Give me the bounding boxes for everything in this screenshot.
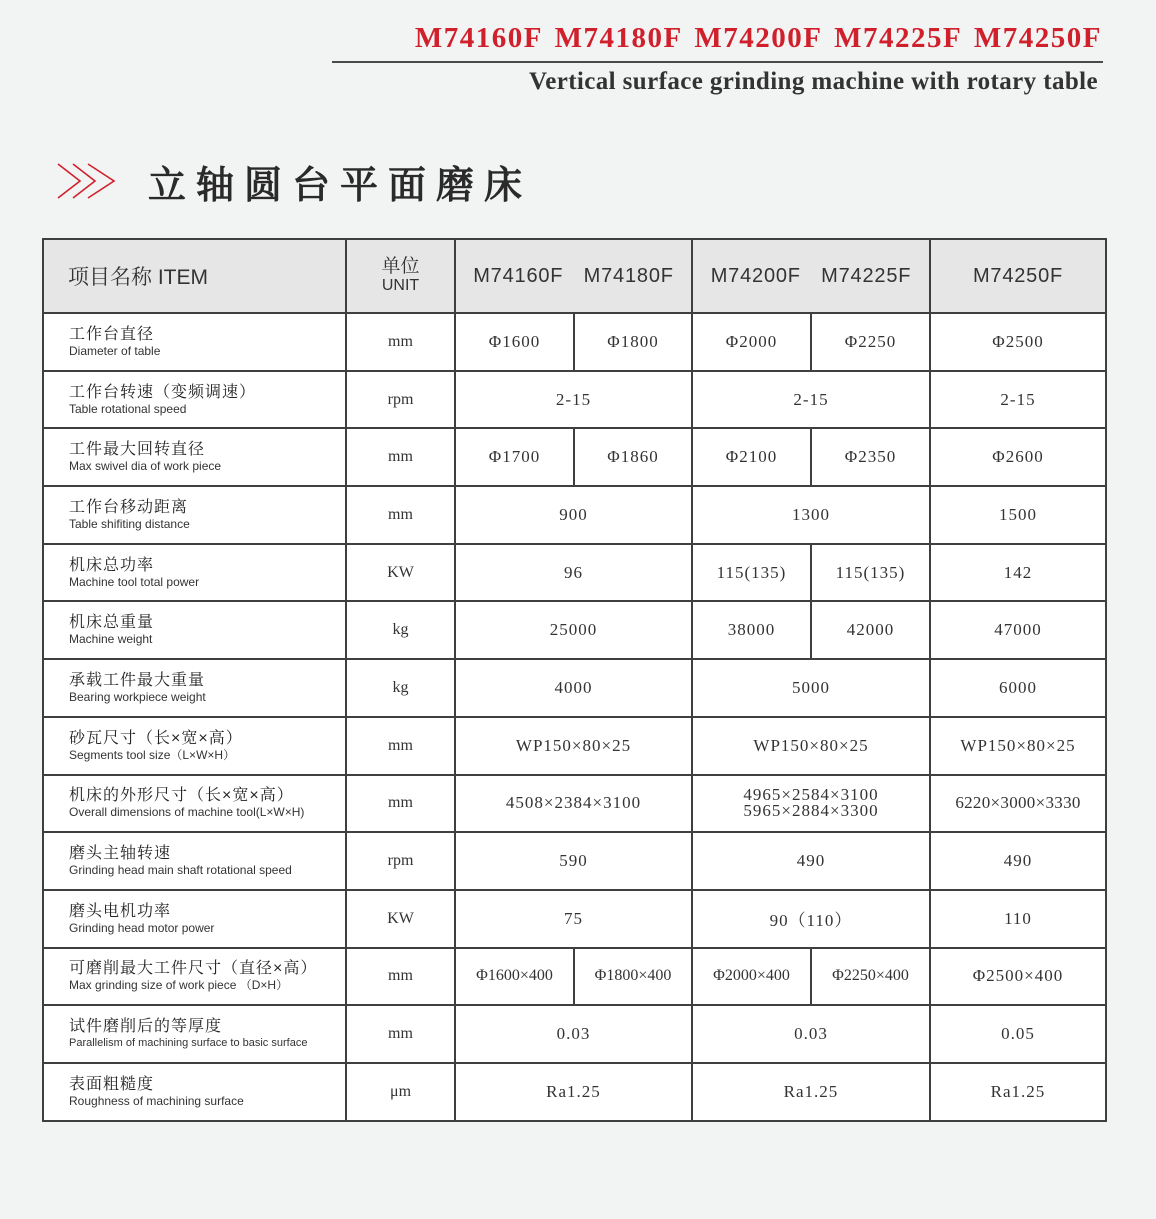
value-cell: Φ2600 [930, 428, 1106, 486]
value-cell: Ra1.25 [455, 1063, 692, 1121]
item-zh: 承载工件最大重量 [69, 671, 206, 689]
table-row [43, 775, 1106, 833]
value-cell: 0.03 [455, 1005, 692, 1063]
value-cell: 4508×2384×3100 [455, 775, 692, 833]
title-divider [332, 61, 1103, 63]
item-en: Table shifiting distance [69, 516, 190, 531]
value-cell: Φ2250×400 [811, 948, 930, 1006]
item-en: Segments tool size（L×W×H） [69, 747, 236, 762]
item-cell [43, 1063, 346, 1121]
section-title: 立轴圆台平面磨床 [148, 161, 533, 207]
header-model-group-2: M74200F M74225F [692, 239, 930, 313]
value-cell: 0.05 [930, 1005, 1106, 1063]
table-row [43, 544, 1106, 602]
table-row [43, 890, 1106, 948]
value-cell: WP150×80×25 [930, 717, 1106, 775]
value-cell: 115(135) [692, 544, 811, 602]
value-cell: 2-15 [930, 371, 1106, 429]
triple-chevron-right-icon [56, 161, 118, 201]
value-cell: 6220×3000×3330 [930, 775, 1106, 833]
unit-cell: μm [346, 1063, 455, 1121]
table-row [43, 1005, 1106, 1063]
header-item: 项目名称 ITEM [43, 239, 346, 313]
item-en: Max swivel dia of work piece [69, 459, 222, 474]
value-cell: 900 [455, 486, 692, 544]
value-cell: 2-15 [692, 371, 930, 429]
item-cell [43, 371, 346, 429]
value-cell: 490 [930, 832, 1106, 890]
value-cell: Φ1600 [455, 313, 574, 371]
models-title: M74160F M74180F M74200F M74225F M74250F [414, 22, 1102, 54]
item-en: Roughness of machining surface [69, 1093, 244, 1108]
item-cell [43, 601, 346, 659]
item-cell [43, 313, 346, 371]
value-cell: Φ1800×400 [574, 948, 692, 1006]
item-zh: 试件磨削后的等厚度 [69, 1018, 223, 1036]
value-cell: Φ2000×400 [692, 948, 811, 1006]
unit-cell: KW [346, 890, 455, 948]
value-cell: 110 [930, 890, 1106, 948]
value-cell: WP150×80×25 [455, 717, 692, 775]
table-row [43, 659, 1106, 717]
header-unit [346, 239, 455, 313]
value-cell: 90（110） [692, 890, 930, 948]
value-cell: 96 [455, 544, 692, 602]
value-cell: 47000 [930, 601, 1106, 659]
subtitle: Vertical surface grinding machine with rotary table [529, 68, 1098, 95]
table-row [43, 948, 1106, 1006]
item-cell [43, 1005, 346, 1063]
unit-cell: mm [346, 428, 455, 486]
value-cell: Φ1800 [574, 313, 692, 371]
unit-cell: rpm [346, 371, 455, 429]
item-zh: 机床的外形尺寸（长×宽×高） [69, 787, 294, 805]
section-heading [56, 156, 532, 206]
value-cell: Ra1.25 [930, 1063, 1106, 1121]
item-cell [43, 717, 346, 775]
item-en: Grinding head motor power [69, 920, 215, 935]
header-unit-en: UNIT [381, 277, 420, 294]
item-zh: 工作台转速（变频调速） [69, 383, 257, 401]
table-row [43, 371, 1106, 429]
value-cell: Φ2500×400 [930, 948, 1106, 1006]
table-row [43, 486, 1106, 544]
table-header-row [43, 239, 1106, 313]
value-cell: 142 [930, 544, 1106, 602]
unit-cell: mm [346, 1005, 455, 1063]
table-row [43, 1063, 1106, 1121]
item-cell [43, 659, 346, 717]
item-en: Overall dimensions of machine tool(L×W×H) [69, 805, 305, 820]
value-cell: 75 [455, 890, 692, 948]
value-cell: 6000 [930, 659, 1106, 717]
value-cell: 25000 [455, 601, 692, 659]
value-cell: Ra1.25 [692, 1063, 930, 1121]
value-cell: Φ1860 [574, 428, 692, 486]
table-row [43, 717, 1106, 775]
unit-cell: rpm [346, 832, 455, 890]
item-cell [43, 832, 346, 890]
value-cell: WP150×80×25 [692, 717, 930, 775]
value-cell: 490 [692, 832, 930, 890]
item-cell [43, 775, 346, 833]
item-zh: 磨头电机功率 [69, 902, 172, 920]
value-cell: Φ2250 [811, 313, 930, 371]
item-cell [43, 544, 346, 602]
unit-cell: kg [346, 659, 455, 717]
unit-cell: mm [346, 948, 455, 1006]
value-cell: 4000 [455, 659, 692, 717]
item-zh: 可磨削最大工件尺寸（直径×高） [69, 960, 318, 978]
header-unit-zh: 单位 [381, 256, 420, 277]
item-zh: 砂瓦尺寸（长×宽×高） [69, 729, 243, 747]
item-zh: 机床总重量 [69, 614, 155, 632]
value-cell: Φ2500 [930, 313, 1106, 371]
item-en: Diameter of table [69, 343, 161, 358]
spec-table [42, 238, 1107, 1122]
value-cell: 1500 [930, 486, 1106, 544]
value-cell: 2-15 [455, 371, 692, 429]
item-en: Table rotational speed [69, 401, 187, 416]
item-zh: 工作台直径 [69, 325, 155, 343]
item-zh: 磨头主轴转速 [69, 845, 172, 863]
value-line-m74200f: 4965×2584×3100 [743, 785, 879, 805]
value-cell: Φ2350 [811, 428, 930, 486]
table-row [43, 601, 1106, 659]
item-en: Bearing workpiece weight [69, 689, 206, 704]
value-cell: Φ1600×400 [455, 948, 574, 1006]
value-cell: 1300 [692, 486, 930, 544]
table-row [43, 832, 1106, 890]
item-cell [43, 428, 346, 486]
item-zh: 机床总功率 [69, 556, 155, 574]
item-zh: 工作台移动距离 [69, 498, 189, 516]
value-cell: 42000 [811, 601, 930, 659]
item-cell [43, 948, 346, 1006]
item-en: Parallelism of machining surface to basic surface [69, 1037, 308, 1050]
item-en: Grinding head main shaft rotational speed [69, 863, 292, 878]
value-cell: Φ1700 [455, 428, 574, 486]
header-model-group-3: M74250F [930, 239, 1106, 313]
item-en: Max grinding size of work piece （D×H） [69, 978, 289, 993]
value-cell: Φ2000 [692, 313, 811, 371]
unit-cell: KW [346, 544, 455, 602]
unit-cell: kg [346, 601, 455, 659]
value-cell: 38000 [692, 601, 811, 659]
unit-cell: mm [346, 775, 455, 833]
header-model-group-1: M74160F M74180F [455, 239, 692, 313]
unit-cell: mm [346, 486, 455, 544]
unit-cell: mm [346, 717, 455, 775]
table-row [43, 428, 1106, 486]
item-en: Machine weight [69, 632, 153, 647]
value-cell: 590 [455, 832, 692, 890]
item-en: Machine tool total power [69, 574, 200, 589]
value-cell: 5000 [692, 659, 930, 717]
value-cell: 0.03 [692, 1005, 930, 1063]
item-zh: 表面粗糙度 [69, 1075, 155, 1093]
value-cell: 115(135) [811, 544, 930, 602]
table-row [43, 313, 1106, 371]
value-cell: Φ2100 [692, 428, 811, 486]
item-cell [43, 890, 346, 948]
value-cell [692, 775, 930, 833]
unit-cell: mm [346, 313, 455, 371]
value-line-m74225f: 5965×2884×3300 [743, 801, 879, 821]
item-zh: 工件最大回转直径 [69, 441, 206, 459]
item-cell [43, 486, 346, 544]
